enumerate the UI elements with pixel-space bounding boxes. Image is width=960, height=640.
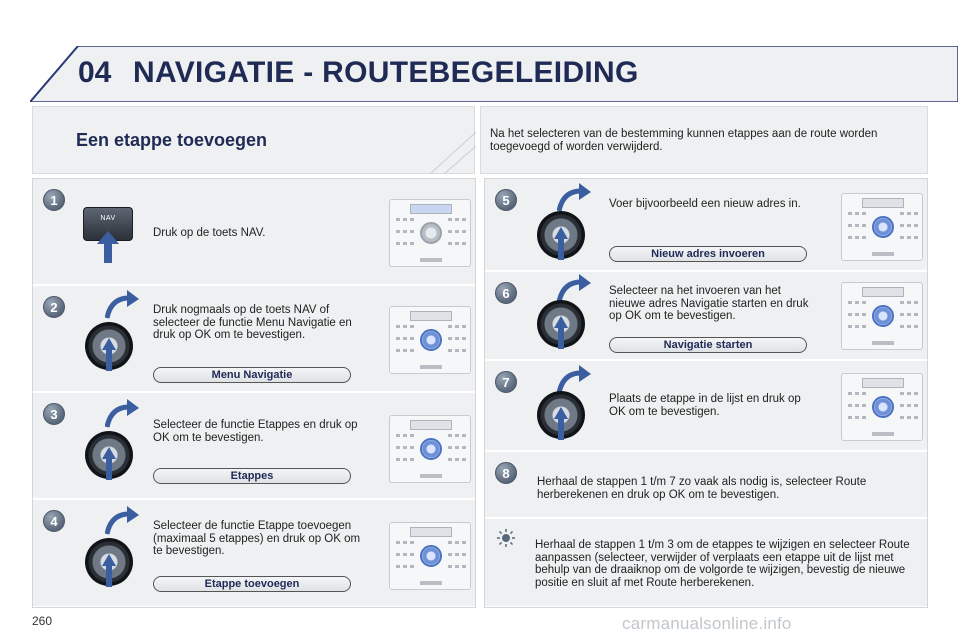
rotate-arrow-icon	[105, 290, 139, 320]
ok-knob-icon	[85, 538, 133, 586]
step-text: Voer bijvoorbeeld een nieuw adres in.	[609, 198, 801, 210]
menu-option-label: Etappe toevoegen	[153, 576, 351, 592]
radio-unit-icon	[389, 199, 471, 267]
rotate-arrow-icon	[105, 399, 139, 429]
step-number-badge: 6	[495, 282, 517, 304]
step-6	[485, 272, 927, 360]
nav-key-label: NAV	[100, 215, 116, 222]
right-steps-column	[484, 178, 928, 608]
rotate-arrow-icon	[105, 506, 139, 536]
menu-option-label: Menu Navigatie	[153, 367, 351, 383]
page-number: 260	[32, 614, 53, 628]
radio-unit-icon	[841, 373, 923, 441]
radio-unit-icon	[389, 415, 471, 483]
step-text: Herhaal de stappen 1 t/m 7 zo vaak als nodig is, selecteer Route herberekenen en druk op OK om te bevestigen.	[537, 476, 867, 501]
sun-tip-icon	[497, 529, 515, 547]
step-8	[485, 452, 927, 518]
ok-knob-icon	[85, 431, 133, 479]
step-text: Selecteer de functie Etappe toevoegen (maximaal 5 etappes) en druk op OK om te bevestigen.	[153, 520, 361, 557]
step-text: Selecteer na het invoeren van het nieuwe adres Navigatie starten en druk op OK om te bevestigen.	[609, 285, 809, 322]
step-number-badge: 7	[495, 371, 517, 393]
step-2	[33, 286, 475, 392]
step-number-badge: 2	[43, 296, 65, 318]
menu-option-label: Nieuw adres invoeren	[609, 246, 807, 262]
watermark: carmanualsonline.info	[622, 614, 792, 633]
ok-knob-icon	[537, 300, 585, 348]
menu-option-label: Navigatie starten	[609, 337, 807, 353]
radio-unit-icon	[841, 282, 923, 350]
step-5	[485, 179, 927, 271]
panel-corner-lines	[430, 130, 476, 174]
step-text: Druk op de toets NAV.	[153, 227, 266, 239]
tip-text: Herhaal de stappen 1 t/m 3 om de etappes te wijzigen en selecteer Route aanpassen (selecteer, verwijder of verplaats een etappe uit de lijst met behulp van de draaiknop om de volgorde te wijzigen, bevestig de nieuwe positie en sluit af met Route herberekenen.	[535, 539, 910, 589]
radio-unit-icon	[841, 193, 923, 261]
menu-option-label: Etappes	[153, 468, 351, 484]
ok-knob-icon	[537, 211, 585, 259]
intro-text: Na het selecteren van de bestemming kunnen etappes aan de route worden toegevoegd of worden verwijderd.	[490, 128, 878, 153]
left-steps-column	[32, 178, 476, 608]
step-text: Selecteer de functie Etappes en druk op OK om te bevestigen.	[153, 419, 358, 444]
step-3	[33, 393, 475, 499]
ok-knob-icon	[537, 391, 585, 439]
step-number-badge: 4	[43, 510, 65, 532]
rotate-arrow-icon	[557, 183, 591, 213]
step-number-badge: 3	[43, 403, 65, 425]
ok-knob-icon	[85, 322, 133, 370]
radio-unit-icon	[389, 522, 471, 590]
tip-box	[485, 519, 927, 607]
step-number-badge: 5	[495, 189, 517, 211]
step-7	[485, 361, 927, 451]
arrow-up-icon	[97, 231, 119, 263]
chapter-number: 04	[78, 56, 112, 89]
step-4	[33, 500, 475, 607]
page-title: NAVIGATIE - ROUTEBEGELEIDING	[133, 56, 639, 89]
step-number-badge: 8	[495, 462, 517, 484]
section-title: Een etappe toevoegen	[76, 130, 268, 150]
step-text: Plaats de etappe in de lijst en druk op OK om te bevestigen.	[609, 393, 801, 418]
step-number-badge: 1	[43, 189, 65, 211]
step-text: Druk nogmaals op de toets NAV of selecteer de functie Menu Navigatie en druk op OK om te bevestigen.	[153, 304, 352, 341]
step-1	[33, 179, 475, 285]
radio-unit-icon	[389, 306, 471, 374]
